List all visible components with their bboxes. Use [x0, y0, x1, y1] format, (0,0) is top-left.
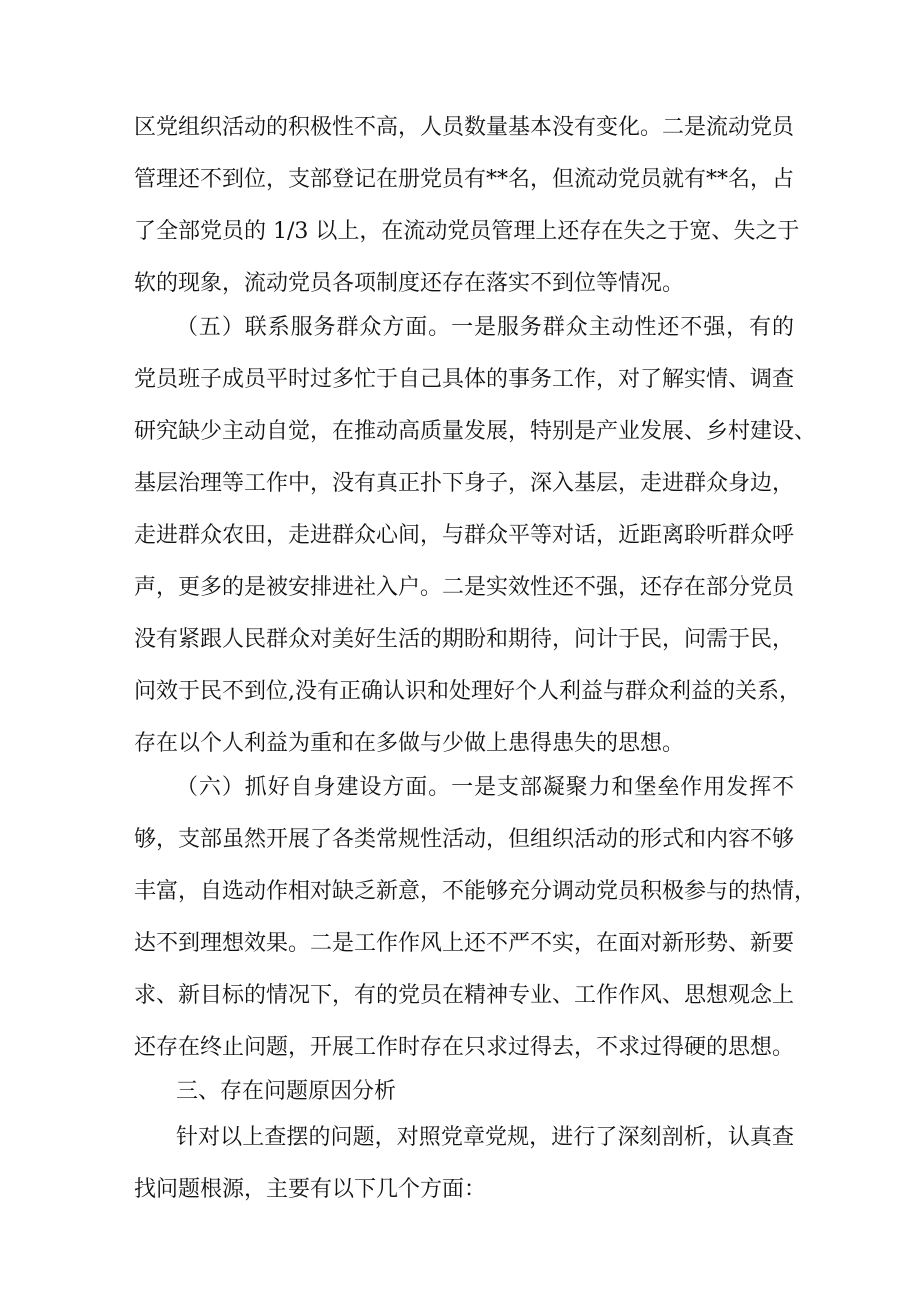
body-text-line: 走进群众农田，走进群众心间，与群众平等对话，近距离聆听群众呼: [134, 523, 795, 548]
section-five-first-line: （五）联系服务群众方面。一是服务群众主动性还不强，有的: [176, 315, 794, 340]
body-text-line: 还存在终止问题，开展工作时存在只求过得去，不求过得硬的思想。: [134, 1035, 795, 1060]
body-text-line: 找问题根源，主要有以下几个方面：: [134, 1177, 487, 1202]
body-text-line: 研究缺少主动自觉，在推动高质量发展，特别是产业发展、乡村建设、: [134, 419, 817, 444]
section-heading: 三、存在问题原因分析: [176, 1079, 397, 1104]
body-text-line: 了全部党员的 1/3 以上，在流动党员管理上还存在失之于宽、失之于: [134, 219, 800, 244]
body-text-line: 声，更多的是被安排进社入户。二是实效性还不强，还存在部分党员: [134, 575, 795, 600]
body-text-line: 党员班子成员平时过多忙于自己具体的事务工作，对了解实情、调查: [134, 367, 795, 392]
body-text-line: 达不到理想效果。二是工作作风上还不严不实，在面对新形势、新要: [134, 931, 795, 956]
section-six-first-line: （六）抓好自身建设方面。一是支部凝聚力和堡垒作用发挥不: [176, 775, 794, 800]
body-text-line: 没有紧跟人民群众对美好生活的期盼和期待，问计于民，问需于民，: [134, 627, 795, 652]
body-text-line: 管理还不到位，支部登记在册党员有**名，但流动党员就有**名，占: [134, 167, 795, 192]
body-text-line: 基层治理等工作中，没有真正扑下身子，深入基层，走进群众身边，: [134, 471, 795, 496]
body-text-line: 区党组织活动的积极性不高，人员数量基本没有变化。二是流动党员: [134, 115, 795, 140]
body-text-line: 丰富，自选动作相对缺乏新意，不能够充分调动党员积极参与的热情，: [134, 879, 817, 904]
body-text-line: 存在以个人利益为重和在多做与少做上患得患失的思想。: [134, 731, 685, 756]
body-text-line: 针对以上查摆的问题，对照党章党规，进行了深刻剖析，认真查: [176, 1125, 794, 1150]
body-text-line: 软的现象，流动党员各项制度还存在落实不到位等情况。: [134, 271, 685, 296]
body-text-line: 求、新目标的情况下，有的党员在精神专业、工作作风、思想观念上: [134, 983, 795, 1008]
body-text-line: 够，支部虽然开展了各类常规性活动，但组织活动的形式和内容不够: [134, 827, 795, 852]
body-text-line: 问效于民不到位,没有正确认识和处理好个人利益与群众利益的关系，: [134, 679, 801, 704]
